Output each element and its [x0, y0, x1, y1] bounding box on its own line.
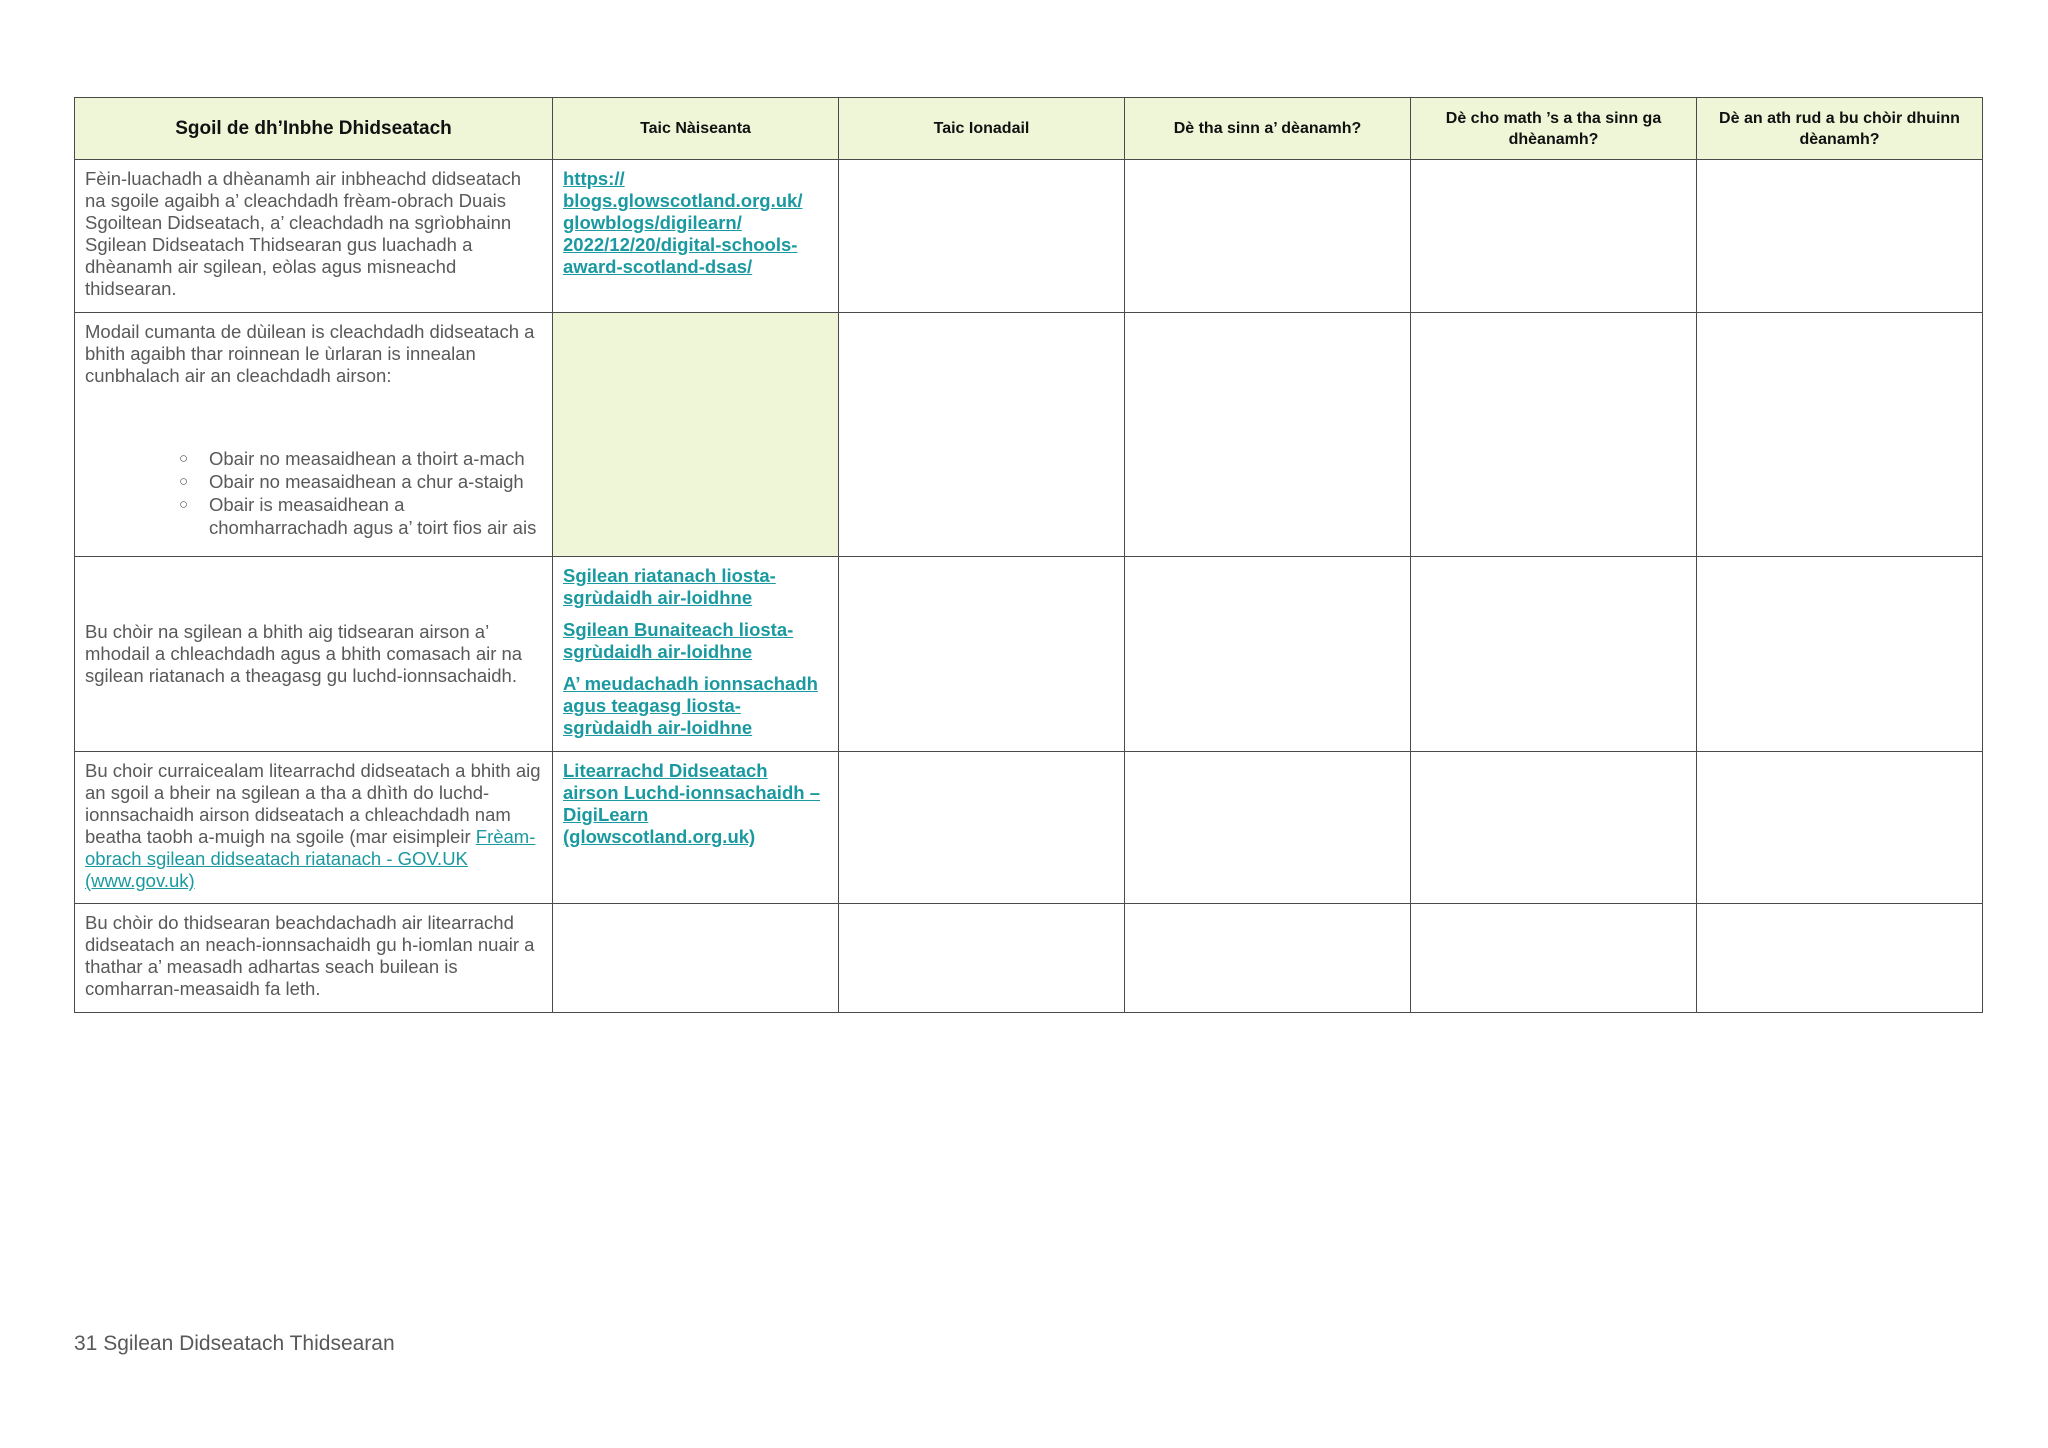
row5-how-well-cell[interactable]: [1411, 904, 1697, 1013]
row5-national-cell[interactable]: [553, 904, 839, 1013]
header-national-support: Taic Nàiseanta: [553, 98, 839, 160]
row1-local-cell[interactable]: [839, 160, 1125, 313]
row2-local-cell[interactable]: [839, 313, 1125, 557]
enhancing-learning-checklist-link[interactable]: A’ meudachadh ionnsachadh agus teagasg liosta-sgrùdaidh air-loidhne: [563, 673, 818, 738]
row5-doing-cell[interactable]: [1125, 904, 1411, 1013]
circle-bullet-icon: ○: [179, 450, 189, 467]
row3-national-cell: [553, 557, 839, 752]
header-next-steps: Dè an ath rud a bu chòir dhuinn dèanamh?: [1697, 98, 1983, 160]
table-row: [75, 904, 1983, 1013]
row2-intro: Modail cumanta de dùilean is cleachdadh didseatach a bhith agaibh thar roinnean le ùrlaran is innealan cunbhalach air an cleachdadh airson:: [85, 321, 535, 386]
table-row: [75, 160, 1983, 313]
dsas-blog-link[interactable]: https:// blogs.glowscotland.org.uk/ glowblogs/digilearn/ 2022/12/20/digital-schools- award-scotland-dsas/: [563, 168, 803, 277]
row1-national-cell: [553, 160, 839, 313]
essential-skills-checklist-link[interactable]: Sgilean riatanach liosta-sgrùdaidh air-loidhne: [563, 565, 776, 608]
header-how-well: Dè cho math ’s a tha sinn ga dhèanamh?: [1411, 98, 1697, 160]
row2-next-cell[interactable]: [1697, 313, 1983, 557]
row2-doing-cell[interactable]: [1125, 313, 1411, 557]
row3-how-well-cell[interactable]: [1411, 557, 1697, 752]
page-footer: 31 Sgilean Didseatach Thidsearan: [74, 1332, 395, 1355]
row3-next-cell[interactable]: [1697, 557, 1983, 752]
header-row: [75, 98, 1983, 160]
table-row: [75, 313, 1983, 557]
row4-next-cell[interactable]: [1697, 752, 1983, 904]
row2-list: [85, 447, 542, 539]
row5-next-cell[interactable]: [1697, 904, 1983, 1013]
row4-national-cell: [553, 752, 839, 904]
circle-bullet-icon: ○: [179, 473, 189, 490]
list-item: ○ Obair no measaidhean a chur a-staigh: [179, 471, 524, 492]
digital-literacy-digilearn-link[interactable]: Litearrachd Didseatach airson Luchd-ionnsachaidh – DigiLearn (glowscotland.org.uk): [563, 760, 820, 847]
row4-local-cell[interactable]: [839, 752, 1125, 904]
row1-next-cell[interactable]: [1697, 160, 1983, 313]
list-item: ○ Obair no measaidhean a thoirt a-mach: [179, 448, 525, 469]
header-local-support: Taic Ionadail: [839, 98, 1125, 160]
gov-uk-framework-link[interactable]: Frèam-obrach sgilean didseatach riatanach - GOV.UK (www.gov.uk): [85, 826, 536, 891]
planning-table: [74, 97, 1983, 1013]
list-item: ○ Obair is measaidhean a chomharrachadh agus a’ toirt fios air ais: [179, 494, 537, 538]
row2-how-well-cell[interactable]: [1411, 313, 1697, 557]
header-what-we-do: Dè tha sinn a’ dèanamh?: [1125, 98, 1411, 160]
row3-local-cell[interactable]: [839, 557, 1125, 752]
row1-description: Fèin-luachadh a dhèanamh air inbheachd didseatach na sgoile agaibh a’ cleachdadh frèam-obrach Duais Sgoiltean Didseatach, a’ cleachdadh na sgrìobhainn Sgilean Didseatach Thidsearan gus luachadh a dhèanamh air sgilean, eòlas agus misneachd thidsearan.: [75, 160, 553, 313]
row1-how-well-cell[interactable]: [1411, 160, 1697, 313]
table-row: [75, 752, 1983, 904]
foundation-skills-checklist-link[interactable]: Sgilean Bunaiteach liosta-sgrùdaidh air-loidhne: [563, 619, 794, 662]
circle-bullet-icon: ○: [179, 496, 189, 513]
row2-description: [75, 313, 553, 557]
row4-doing-cell[interactable]: [1125, 752, 1411, 904]
row2-national-cell: [553, 313, 839, 557]
header-digital-school: Sgoil de dh’Inbhe Dhidseatach: [75, 98, 553, 160]
table-row: [75, 557, 1983, 752]
row3-description: Bu chòir na sgilean a bhith aig tidsearan airson a’ mhodail a chleachdadh agus a bhith comasach air na sgilean riatanach a theagasg gu luchd-ionnsachaidh.: [75, 557, 553, 752]
row4-description: Bu choir curraicealam litearrachd didseatach a bhith aig an sgoil a bheir na sgilean a tha a dhìth do luchd-ionnsachaidh airson didseatach a chleachdadh nam beatha taobh a-muigh na sgoile (mar eisimpleir Frèam-obrach sgilean didseatach riatanach - GOV.UK (www.gov.uk): [75, 752, 553, 904]
row5-local-cell[interactable]: [839, 904, 1125, 1013]
row5-description: Bu chòir do thidsearan beachdachadh air litearrachd didseatach an neach-ionnsachaidh gu h-iomlan nuair a thathar a’ measadh adhartas seach builean is comharran-measaidh fa leth.: [75, 904, 553, 1013]
row4-how-well-cell[interactable]: [1411, 752, 1697, 904]
row3-doing-cell[interactable]: [1125, 557, 1411, 752]
row1-doing-cell[interactable]: [1125, 160, 1411, 313]
